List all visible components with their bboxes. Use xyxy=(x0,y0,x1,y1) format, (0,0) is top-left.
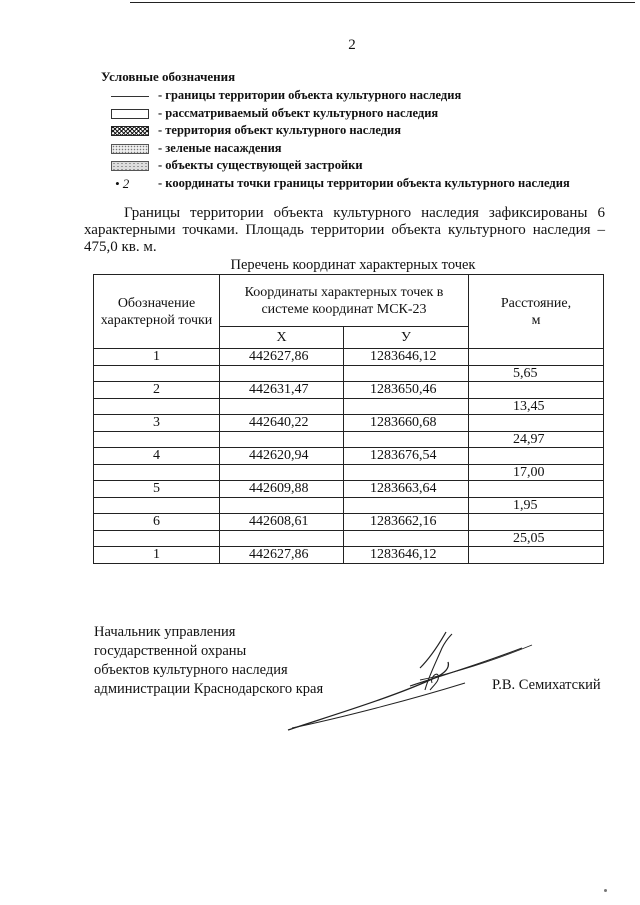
header-distance xyxy=(469,275,604,349)
cell-empty xyxy=(344,431,469,448)
table-row xyxy=(94,398,604,415)
table-row xyxy=(94,514,604,531)
table-row xyxy=(94,464,604,481)
cell-x: 442631,47 xyxy=(220,382,344,399)
legend-item xyxy=(101,176,621,194)
cell-y: 1283646,12 xyxy=(344,349,469,366)
cell-empty xyxy=(220,464,344,481)
table-caption: Перечень координат характерных точек xyxy=(230,257,476,273)
cell-empty xyxy=(344,530,469,547)
signer-name: Р.В. Семихатский xyxy=(492,677,601,693)
cell-y: 1283676,54 xyxy=(344,448,469,465)
cell-distance xyxy=(469,547,604,564)
cell-empty xyxy=(94,530,220,547)
table-row xyxy=(94,497,604,514)
cell-distance xyxy=(469,349,604,366)
cell-point: 5 xyxy=(94,481,220,498)
table-row xyxy=(94,530,604,547)
cell-y: 1283650,46 xyxy=(344,382,469,399)
page-number: 2 xyxy=(348,37,356,53)
cell-empty xyxy=(220,530,344,547)
cell-empty xyxy=(94,464,220,481)
header-y: У xyxy=(344,327,469,349)
corner-dot xyxy=(604,889,607,892)
legend-title: Условные обозначения xyxy=(101,69,236,84)
cell-distance xyxy=(469,448,604,465)
top-rule xyxy=(130,2,635,3)
header-distance-label: Расстояние, xyxy=(500,295,572,311)
legend-item-label: - зеленые насаждения xyxy=(158,140,282,155)
table-row xyxy=(94,448,604,465)
legend xyxy=(101,88,621,194)
cell-distance: 17,00 xyxy=(469,464,604,481)
table-row xyxy=(94,415,604,432)
table-row xyxy=(94,382,604,399)
signatory-line: Начальник управления xyxy=(94,624,236,640)
legend-item xyxy=(101,88,621,106)
cell-distance: 5,65 xyxy=(469,365,604,382)
cell-empty xyxy=(94,398,220,415)
table-row xyxy=(94,431,604,448)
cell-x: 442627,86 xyxy=(220,349,344,366)
cell-x: 442608,61 xyxy=(220,514,344,531)
cell-y: 1283662,16 xyxy=(344,514,469,531)
table-row xyxy=(94,481,604,498)
legend-item-label: - границы территории объекта культурного наследия xyxy=(158,88,462,102)
cell-point: 1 xyxy=(94,547,220,564)
cell-distance xyxy=(469,481,604,498)
signatory-line: администрации Краснодарского края xyxy=(94,681,324,697)
legend-item-label: - территория объект культурного наследия xyxy=(158,123,402,138)
cell-point: 6 xyxy=(94,514,220,531)
cell-empty xyxy=(220,431,344,448)
cell-distance: 13,45 xyxy=(469,398,604,415)
cell-point: 4 xyxy=(94,448,220,465)
table-row xyxy=(94,547,604,564)
cell-y: 1283660,68 xyxy=(344,415,469,432)
line-icon xyxy=(111,96,149,97)
legend-item xyxy=(101,158,621,176)
header-distance-unit: м xyxy=(531,312,541,328)
cell-empty xyxy=(220,497,344,514)
cell-empty xyxy=(94,497,220,514)
signatory-line: государственной охраны xyxy=(94,643,247,659)
cell-x: 442620,94 xyxy=(220,448,344,465)
legend-item-label: - координаты точки границы территории объекта культурного наследия xyxy=(158,175,570,190)
cell-distance: 1,95 xyxy=(469,497,604,514)
table-row xyxy=(94,349,604,366)
cell-distance xyxy=(469,382,604,399)
cell-x: 442627,86 xyxy=(220,547,344,564)
legend-item-label: - объекты существующей застройки xyxy=(158,158,363,173)
cell-y: 1283663,64 xyxy=(344,481,469,498)
cell-distance: 24,97 xyxy=(469,431,604,448)
cell-distance xyxy=(469,415,604,432)
cell-distance: 25,05 xyxy=(469,530,604,547)
cell-point: 1 xyxy=(94,349,220,366)
cell-empty xyxy=(344,464,469,481)
cell-empty xyxy=(94,365,220,382)
cell-empty xyxy=(94,431,220,448)
building-icon xyxy=(111,161,149,171)
crosshatch-icon xyxy=(111,126,149,136)
cell-x: 442640,22 xyxy=(220,415,344,432)
cell-point: 3 xyxy=(94,415,220,432)
cell-empty xyxy=(220,365,344,382)
cell-distance xyxy=(469,514,604,531)
cell-y: 1283646,12 xyxy=(344,547,469,564)
cell-empty xyxy=(344,398,469,415)
legend-item xyxy=(101,123,621,141)
table-row xyxy=(94,365,604,382)
coordinates-table xyxy=(93,274,604,564)
header-x: X xyxy=(220,327,344,349)
point-marker-icon: • 2 xyxy=(115,175,130,191)
signatory-line: объектов культурного наследия xyxy=(94,662,288,678)
cell-empty xyxy=(344,365,469,382)
legend-item-label: - рассматриваемый объект культурного наследия xyxy=(158,105,439,120)
outline-box-icon xyxy=(111,109,149,119)
legend-item xyxy=(101,106,621,124)
cell-empty xyxy=(344,497,469,514)
description-paragraph: Границы территории объекта культурного наследия зафиксированы 6 характерными точками. Площадь территории объекта культурного наследия – 475,0 кв. м. xyxy=(84,205,605,255)
legend-item xyxy=(101,141,621,159)
green-planting-icon xyxy=(111,144,149,154)
cell-empty xyxy=(220,398,344,415)
header-coordinates: Координаты характерных точек в системе координат МСК-23 xyxy=(220,275,469,327)
cell-point: 2 xyxy=(94,382,220,399)
header-point: Обозначение характерной точки xyxy=(94,275,220,349)
cell-x: 442609,88 xyxy=(220,481,344,498)
